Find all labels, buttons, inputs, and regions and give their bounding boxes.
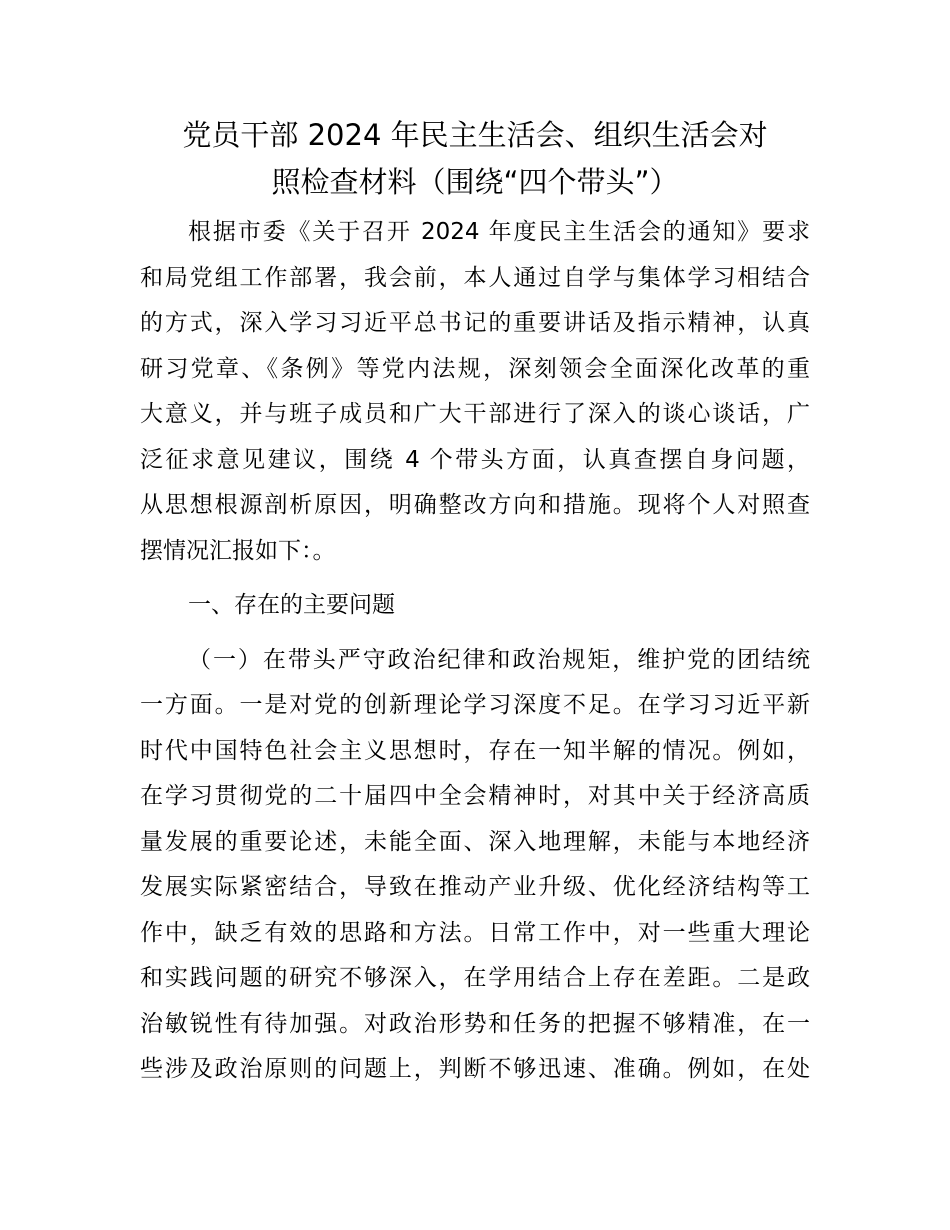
text-line: 和实践问题的研究不够深入，在学用结合上存在差距。二是政: [140, 965, 810, 991]
title-line-2: 照检查材料（围绕“四个带头”）: [271, 165, 679, 199]
text-line: 研习党章、《条例》等党内法规，深刻领会全面深化改革的重: [140, 355, 810, 382]
section-heading-text: 一、存在的主要问题: [188, 592, 395, 618]
document-title: [140, 112, 810, 206]
text-line: 发展实际紧密结合，导致在推动产业升级、优化经济结构等工: [140, 874, 810, 900]
intro-paragraph: [140, 210, 810, 574]
section-heading: [140, 583, 810, 629]
issue-paragraph: [140, 638, 810, 1093]
text-line: 在学习贯彻党的二十届四中全会精神时，对其中关于经济高质: [140, 783, 810, 809]
text-line: 的方式，深入学习习近平总书记的重要讲话及指示精神，认真: [140, 310, 810, 336]
text-line: 和局党组工作部署，我会前，本人通过自学与集体学习相结合: [140, 264, 810, 291]
title-line-1: 党员干部 2024 年民主生活会、组织生活会对: [182, 118, 768, 152]
text-line: 作中，缺乏有效的思路和方法。日常工作中，对一些重大理论: [140, 919, 810, 946]
text-line: 大意义，并与班子成员和广大干部进行了深入的谈心谈话，广: [140, 401, 810, 427]
text-line: 量发展的重要论述，未能全面、深入地理解，未能与本地经济: [140, 828, 810, 855]
document-body: [140, 210, 810, 1093]
text-line: 从思想根源剖析原因，明确整改方向和措施。现将个人对照查: [140, 492, 810, 518]
text-line: （一）在带头严守政治纪律和政治规矩，维护党的团结统: [188, 646, 810, 673]
text-line: 些涉及政治原则的问题上，判断不够迅速、准确。例如，在处: [140, 1056, 810, 1082]
text-line: 一方面。一是对党的创新理论学习深度不足。在学习习近平新: [140, 692, 810, 718]
text-line: 泛征求意见建议，围绕 4 个带头方面，认真查摆自身问题，: [140, 446, 810, 473]
text-line: 时代中国特色社会主义思想时，存在一知半解的情况。例如，: [140, 737, 810, 764]
text-line: 摆情况汇报如下：。: [140, 537, 336, 564]
text-line: 治敏锐性有待加强。对政治形势和任务的把握不够精准，在一: [140, 1010, 810, 1037]
text-line: 根据市委《关于召开 2024 年度民主生活会的通知》要求: [188, 219, 810, 245]
